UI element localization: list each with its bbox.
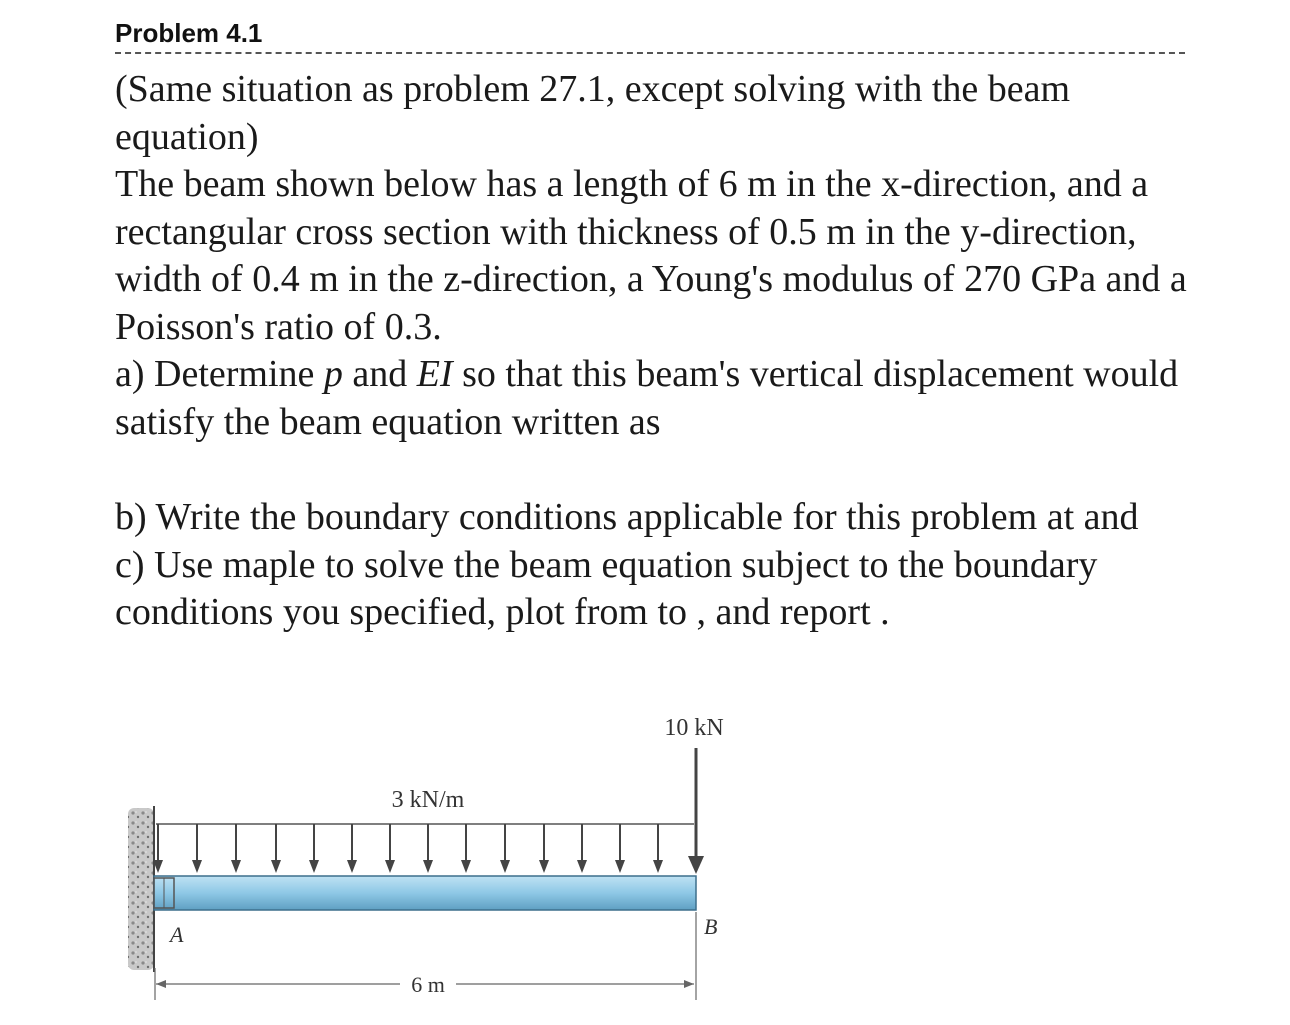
- distributed-load-arrowhead: [539, 860, 549, 873]
- distributed-load-arrowhead: [423, 860, 433, 873]
- problem-title: Problem 4.1: [115, 18, 263, 48]
- part-a-text-3: so that this beam's vertical displacement would satisfy the beam equation written as: [115, 353, 1179, 443]
- distributed-load-arrowhead: [271, 860, 281, 873]
- distributed-load-arrowhead: [385, 860, 395, 873]
- distributed-load-arrowhead: [653, 860, 663, 873]
- distributed-load-arrowhead: [192, 860, 202, 873]
- distributed-load-arrowhead: [231, 860, 241, 873]
- distributed-load-arrowhead: [461, 860, 471, 873]
- part-a-ei: EI: [416, 353, 453, 395]
- part-b: b) Write the boundary conditions applicable for this problem at and: [115, 496, 1139, 538]
- end-label-b: B: [704, 914, 718, 939]
- wall-support: [128, 808, 154, 970]
- distributed-load-arrowhead: [577, 860, 587, 873]
- distributed-load-arrows: [153, 824, 663, 873]
- part-a-text-2: and: [342, 353, 417, 395]
- intro-line-2: equation): [115, 115, 259, 158]
- distributed-load-arrowhead: [615, 860, 625, 873]
- beam: [154, 876, 696, 910]
- length-label: 6 m: [411, 972, 445, 997]
- problem-description: The beam shown below has a length of 6 m in the x-direction, and a rectangular cross section with thickness of 0.5 m in the y-direction, width of 0.4 m in the z-direction, a Young's modulus of 270 GPa and a Poisson's ratio of 0.3.: [115, 163, 1187, 348]
- part-c: c) Use maple to solve the beam equation subject to the boundary conditions you specified, plot from to , and report .: [115, 543, 1098, 633]
- part-a-p: p: [323, 353, 343, 395]
- distributed-load-arrowhead: [309, 860, 319, 873]
- point-load-arrowhead: [688, 856, 704, 874]
- intro-line-1: (Same situation as problem 27.1, except solving with the beam: [115, 68, 1071, 110]
- part-a-text-1: a) Determine: [115, 353, 324, 395]
- dimension-arrow-left: [156, 980, 166, 988]
- point-load-label: 10 kN: [664, 715, 724, 741]
- distributed-load-arrowhead: [500, 860, 510, 873]
- dimension-arrow-right: [684, 980, 694, 988]
- support-label-a: A: [170, 922, 184, 947]
- distributed-load-label: 3 kN/m: [391, 787, 465, 813]
- distributed-load-arrowhead: [347, 860, 357, 873]
